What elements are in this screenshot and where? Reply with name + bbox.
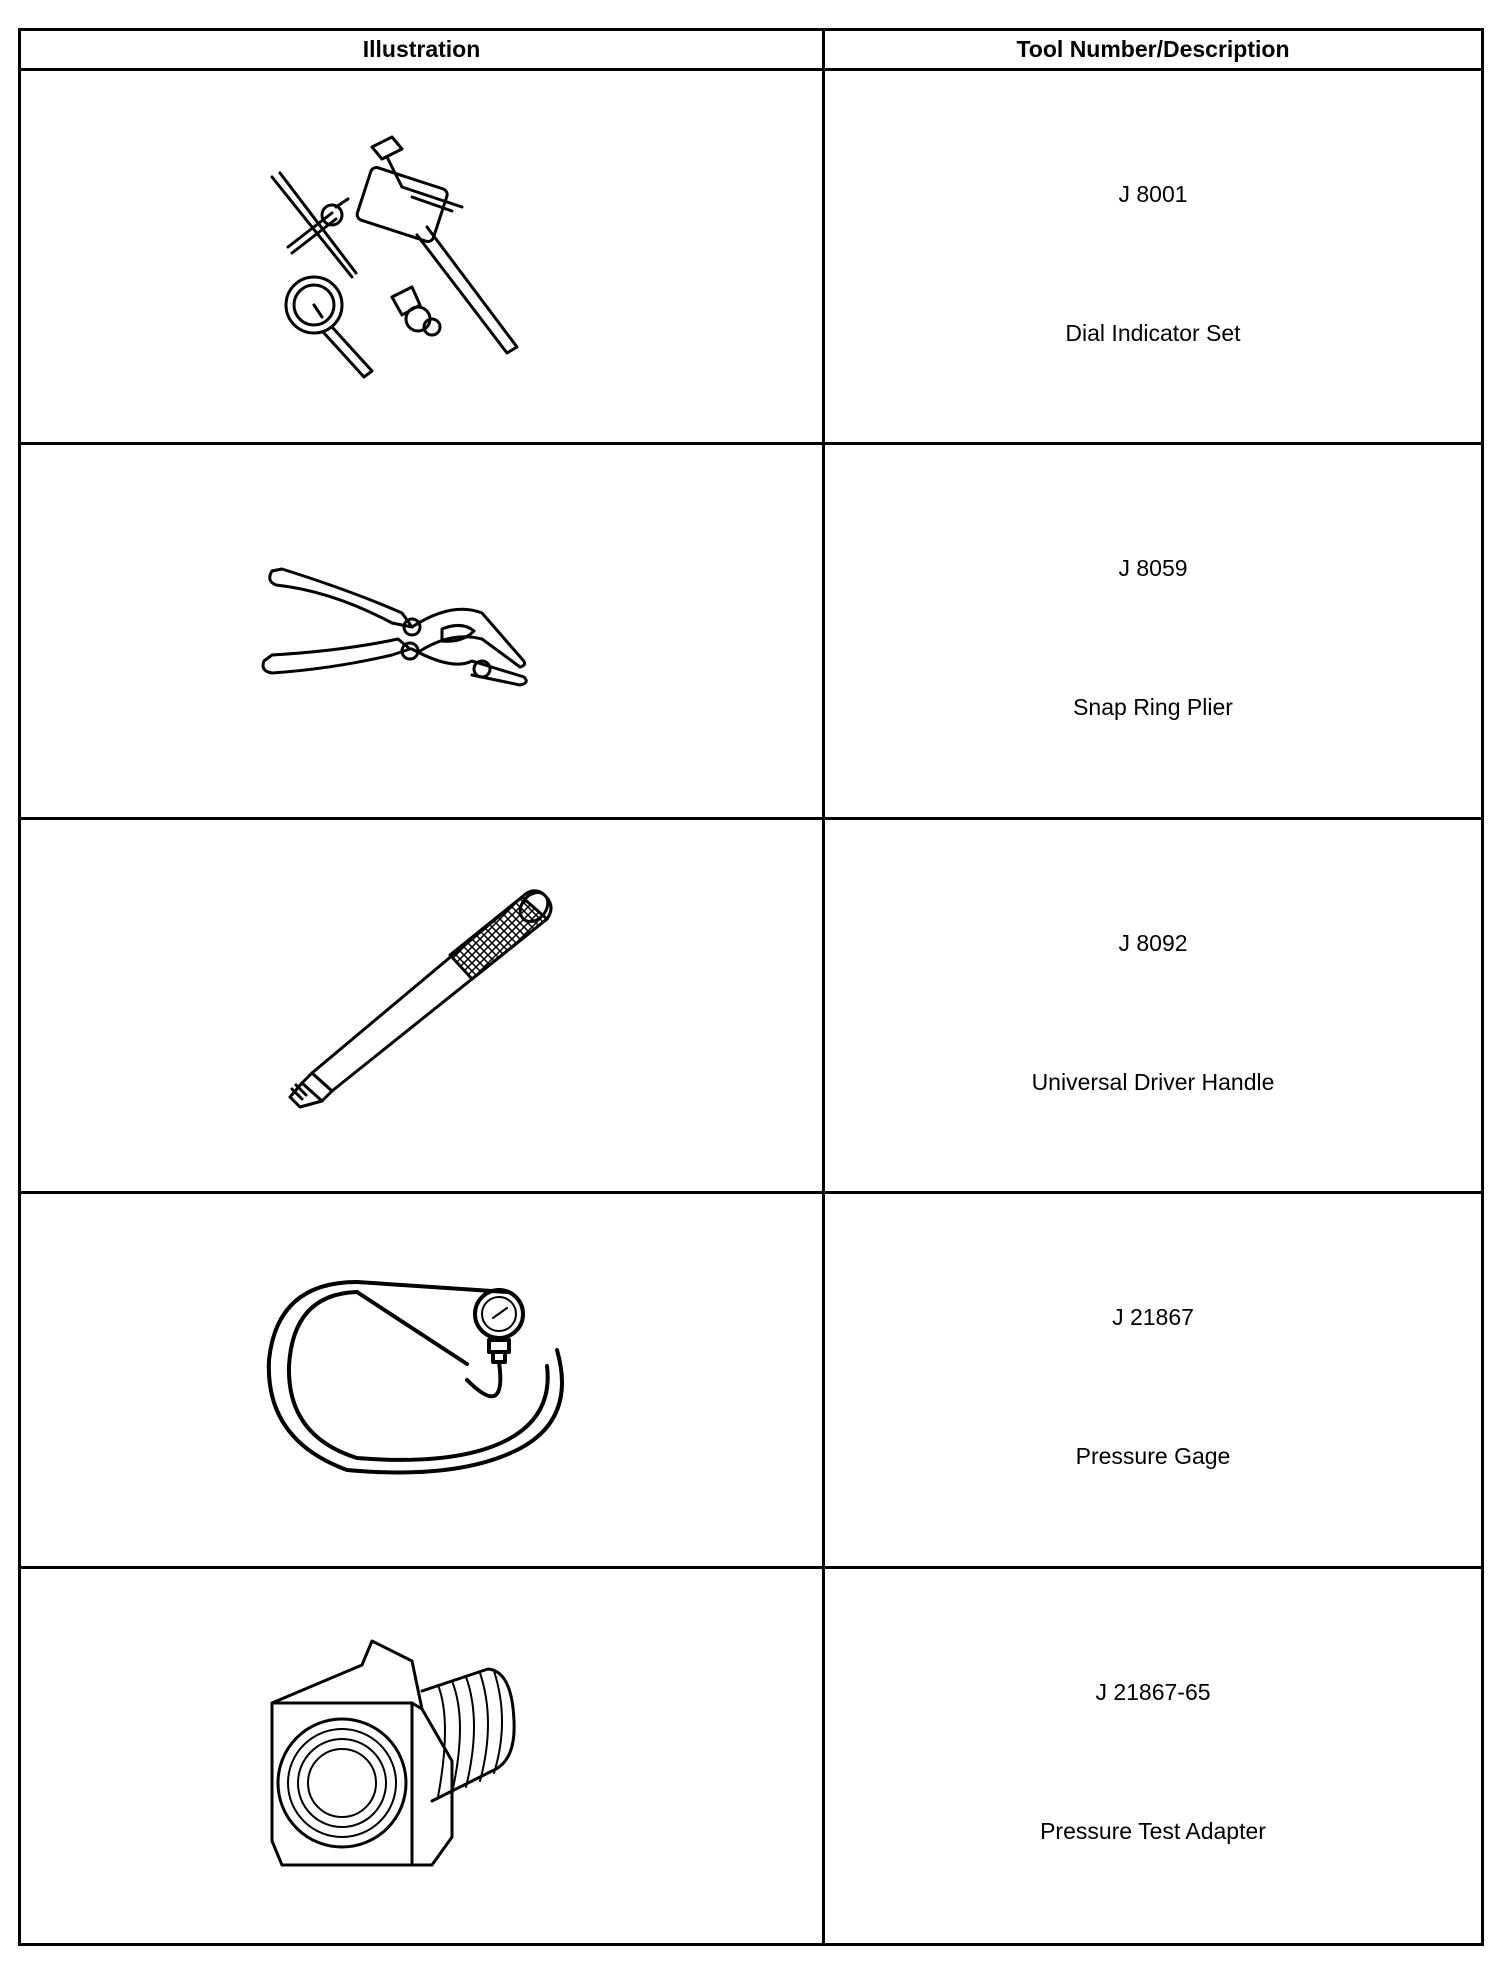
- illustration-cell: [21, 820, 825, 1194]
- pressure-gage-icon: [257, 1270, 587, 1490]
- driver-handle-icon: [272, 875, 572, 1135]
- tool-number: J 8092: [1118, 929, 1188, 956]
- tool-description: Universal Driver Handle: [1031, 1068, 1275, 1095]
- column-header-illustration: Illustration: [21, 31, 825, 71]
- tool-number: J 8059: [1118, 555, 1188, 582]
- dial-indicator-set-icon: [252, 127, 592, 387]
- illustration-cell: [21, 1194, 825, 1568]
- tool-number: J 21867-65: [1095, 1678, 1211, 1705]
- illustration-cell: [21, 445, 825, 819]
- illustration-cell: [21, 71, 825, 445]
- tool-description: Pressure Gage: [1075, 1443, 1231, 1470]
- snap-ring-plier-icon: [252, 551, 592, 711]
- tool-info-cell: [825, 1569, 1481, 1943]
- special-tools-table: [18, 28, 1484, 1946]
- tool-number: J 21867: [1112, 1304, 1194, 1331]
- tool-info-cell: [825, 1194, 1481, 1568]
- column-header-tool: Tool Number/Description: [825, 31, 1481, 71]
- tool-description: Dial Indicator Set: [1065, 320, 1241, 346]
- tool-number: J 8001: [1118, 181, 1188, 207]
- illustration-cell: [21, 1569, 825, 1943]
- tool-info-cell: [825, 820, 1481, 1194]
- pressure-test-adapter-icon: [262, 1621, 582, 1891]
- tool-info-cell: [825, 445, 1481, 819]
- tool-description: Pressure Test Adapter: [1040, 1817, 1266, 1844]
- tool-info-cell: [825, 71, 1481, 445]
- tool-description: Snap Ring Plier: [1073, 694, 1233, 721]
